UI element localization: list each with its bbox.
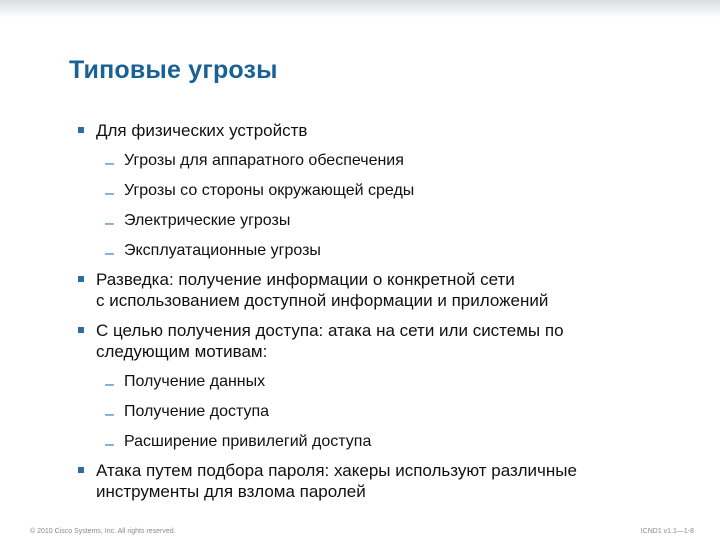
dash-bullet-icon: –	[105, 245, 114, 262]
sub-bullet-item	[78, 431, 678, 452]
bullet-item	[78, 269, 678, 311]
bullet-item	[78, 120, 678, 141]
bullet-item	[78, 320, 678, 362]
sub-bullet-item	[78, 401, 678, 422]
slide-title: Типовые угрозы	[69, 56, 278, 84]
dash-bullet-icon: –	[105, 436, 114, 453]
square-bullet-icon	[78, 276, 84, 282]
sub-bullet-text: Расширение привилегий доступа	[124, 433, 372, 450]
copyright-footer: © 2010 Cisco Systems, Inc. All rights reserved.	[30, 528, 176, 535]
sub-bullet-text: Получение данных	[124, 373, 266, 390]
bullet-text: Для физических устройств	[96, 121, 308, 140]
dash-bullet-icon: –	[105, 215, 114, 232]
sub-bullet-item	[78, 240, 678, 261]
sub-bullet-item	[78, 210, 678, 231]
sub-bullet-text: Эксплуатационные угрозы	[124, 242, 321, 259]
sub-bullet-text: Угрозы для аппаратного обеспечения	[124, 152, 404, 169]
bullet-text-line2: с использованием доступной информации и приложений	[96, 291, 549, 310]
sub-bullet-item	[78, 371, 678, 392]
sub-bullet-item	[78, 180, 678, 201]
bullet-text-line2: инструменты для взлома паролей	[96, 482, 366, 501]
square-bullet-icon	[78, 467, 84, 473]
square-bullet-icon	[78, 327, 84, 333]
bullet-text: Разведка: получение информации о конкретной сети	[96, 270, 515, 289]
square-bullet-icon	[78, 127, 84, 133]
dash-bullet-icon: –	[105, 406, 114, 423]
sub-bullet-text: Угрозы со стороны окружающей среды	[124, 182, 415, 199]
bullet-item	[78, 460, 678, 502]
dash-bullet-icon: –	[105, 185, 114, 202]
dash-bullet-icon: –	[105, 155, 114, 172]
bullet-text: С целью получения доступа: атака на сети или системы по	[96, 321, 564, 340]
sub-bullet-text: Электрические угрозы	[124, 212, 291, 229]
sub-bullet-text: Получение доступа	[124, 403, 270, 420]
page-number: ICND1 v1.1—1-8	[640, 528, 694, 535]
bullet-text: Атака путем подбора пароля: хакеры используют различные	[96, 461, 577, 480]
sub-bullet-item	[78, 150, 678, 171]
bullet-text-line2: следующим мотивам:	[96, 342, 268, 361]
header-band	[0, 0, 720, 18]
bullet-list	[78, 120, 678, 502]
dash-bullet-icon: –	[105, 376, 114, 393]
